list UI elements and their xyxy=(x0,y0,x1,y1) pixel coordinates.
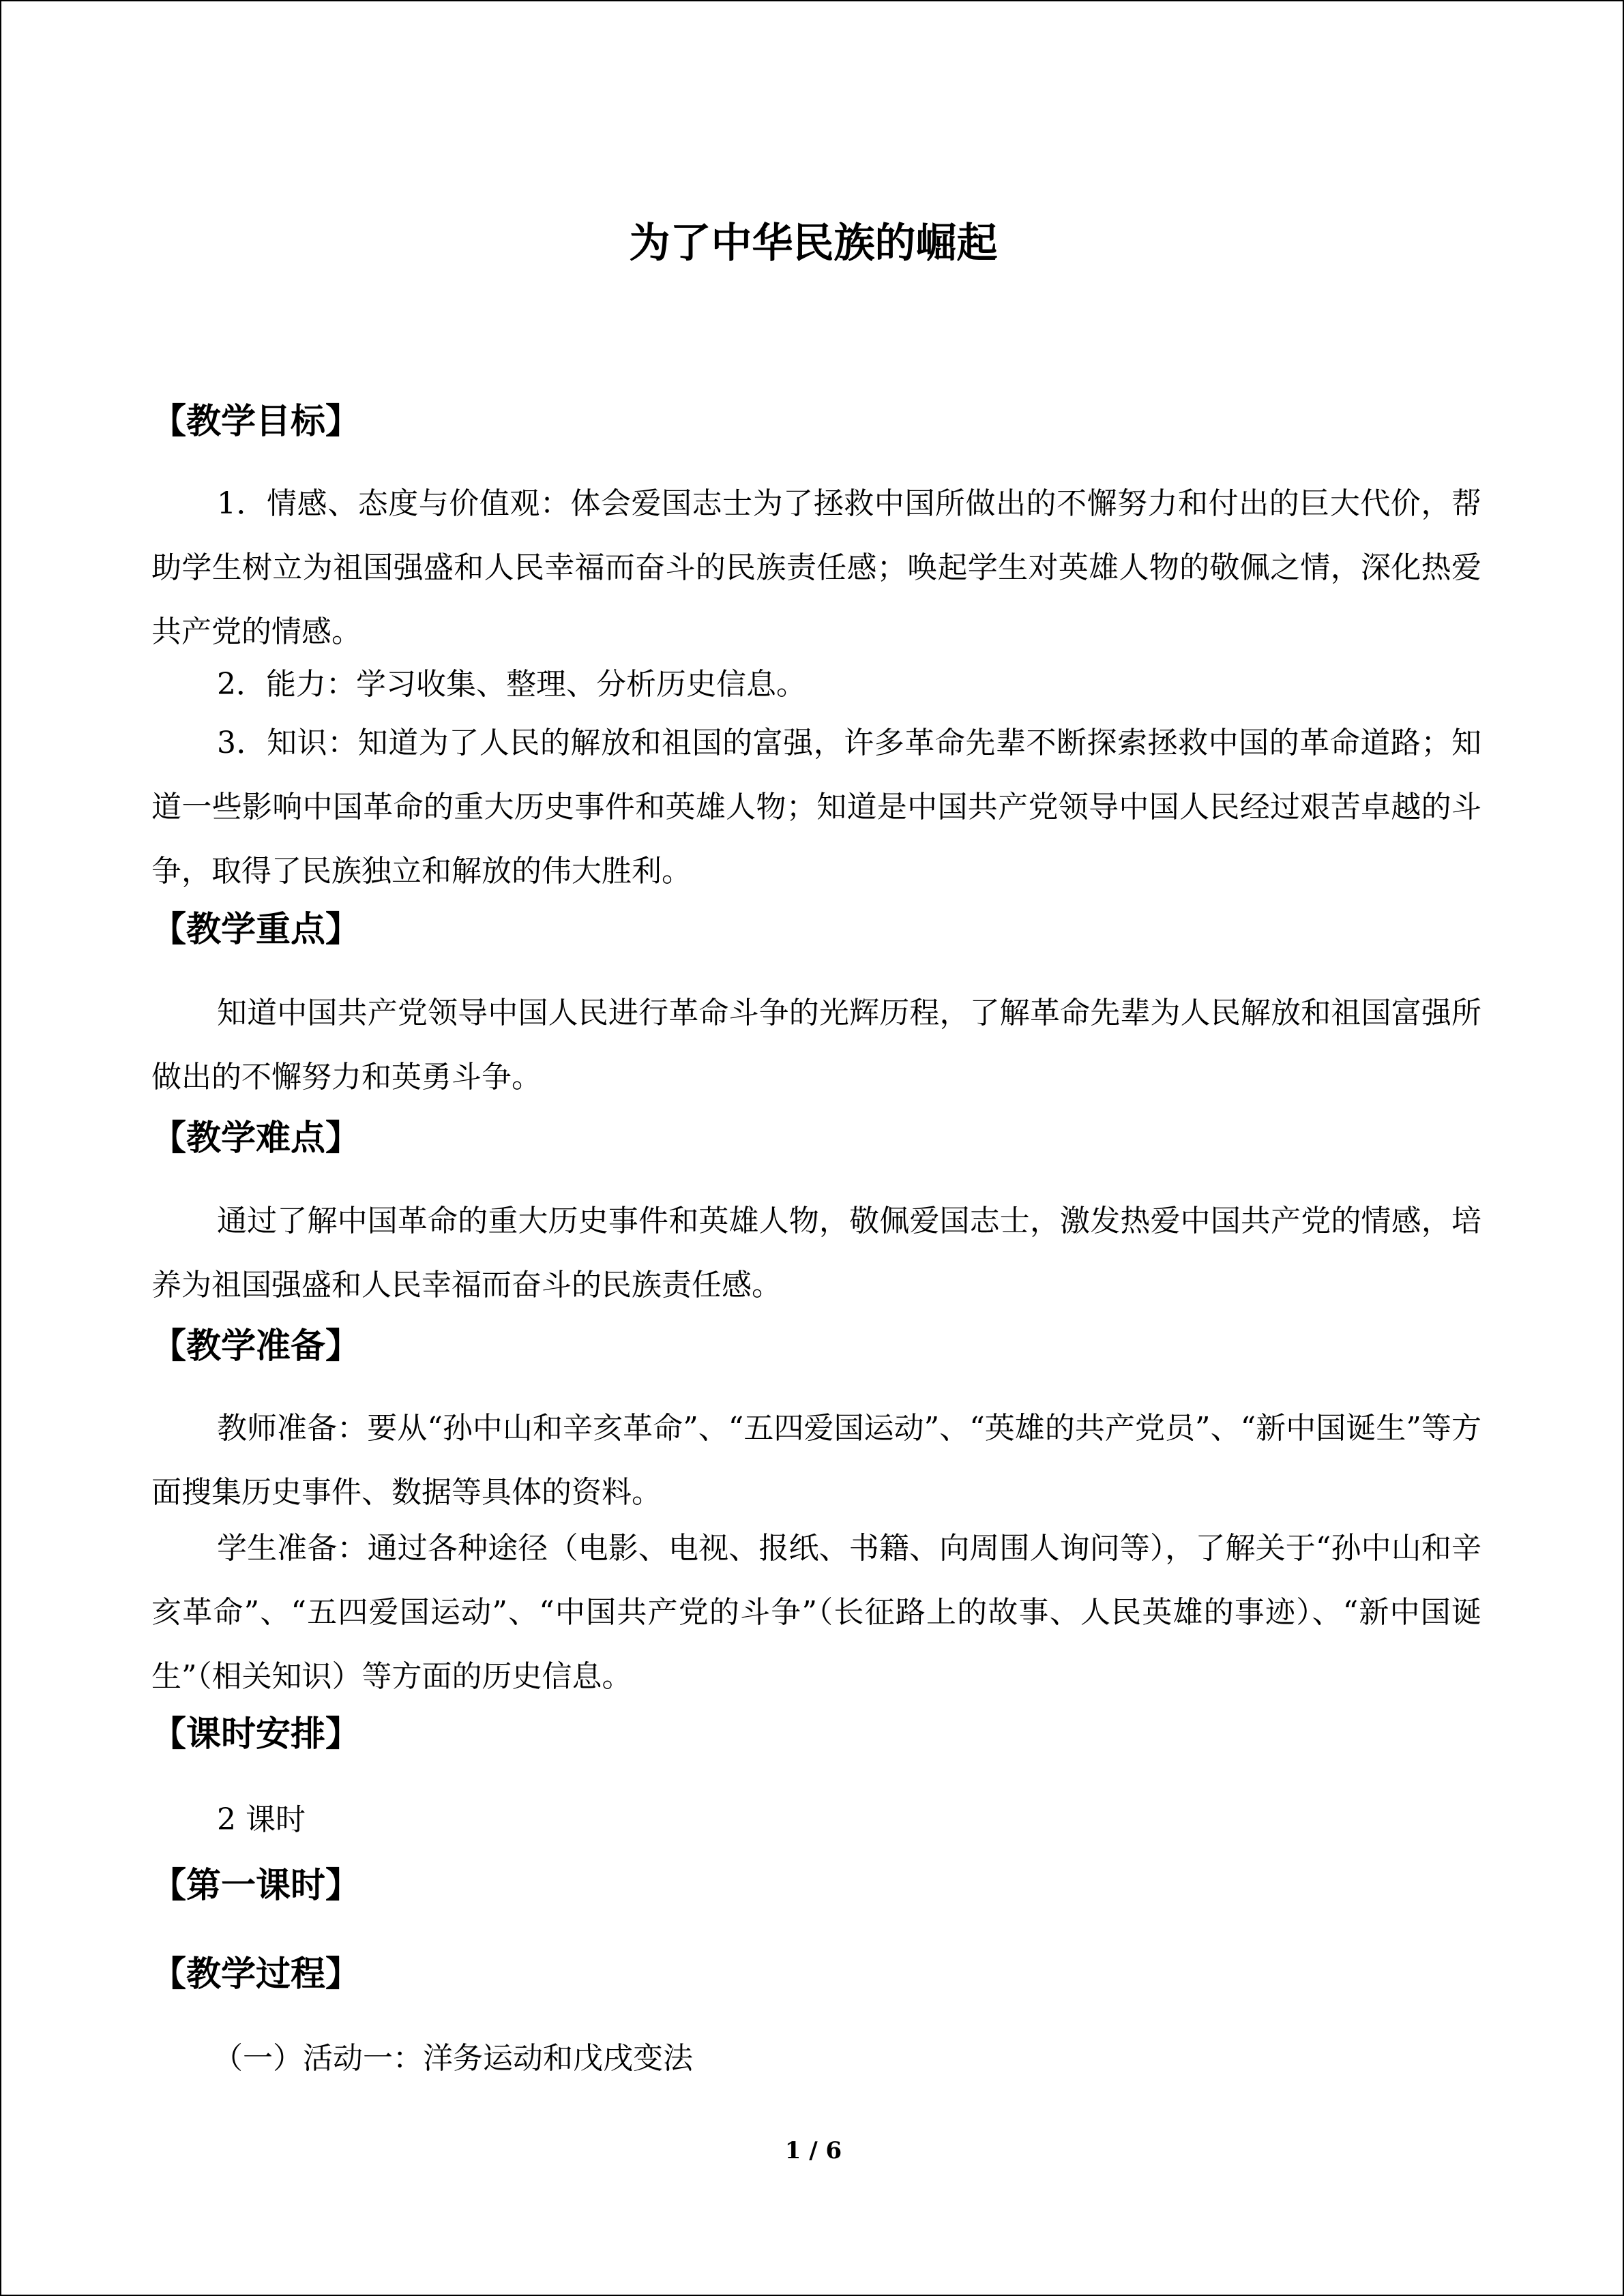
key-points-text: 知道中国共产党领导中国人民进行革命斗争的光辉历程，了解革命先辈为人民解放和祖国富强所做出的不懈努力和英勇斗争。 xyxy=(151,996,1481,1094)
activity-1: （一）活动一：洋务运动和戊戌变法 xyxy=(213,2041,693,2076)
heading-key-points: 【教学重点】 xyxy=(151,910,361,950)
heading-objectives: 【教学目标】 xyxy=(151,402,361,442)
objective-item-2: 2．能力：学习收集、整理、分析历史信息。 xyxy=(217,667,806,702)
heading-schedule: 【课时安排】 xyxy=(151,1714,361,1755)
teacher-preparation: 教师准备：要从“孙中山和辛亥革命”、“五四爱国运动”、“英雄的共产党员”、“新中国诞生”等方面搜集历史事件、数据等具体的资料。 xyxy=(151,1411,1481,1510)
schedule-text: 2 课时 xyxy=(217,1802,306,1837)
page-number: 1 / 6 xyxy=(784,2137,842,2164)
objective-item-3: 3．知识：知道为了人民的解放和祖国的富强，许多革命先辈不断探索拯救中国的革命道路；知道一些影响中国革命的重大历史事件和英雄人物；知道是中国共产党领导中国人民经过艰苦卓越的斗争，取得了民族独立和解放的伟大胜利。 xyxy=(151,726,1481,889)
heading-first-lesson: 【第一课时】 xyxy=(151,1866,361,1906)
difficulties-text: 通过了解中国革命的重大历史事件和英雄人物，敬佩爱国志士，激发热爱中国共产党的情感，培养为祖国强盛和人民幸福而奋斗的民族责任感。 xyxy=(151,1204,1481,1302)
heading-process: 【教学过程】 xyxy=(151,1954,361,1995)
heading-preparation: 【教学准备】 xyxy=(151,1326,361,1367)
student-preparation: 学生准备：通过各种途径（电影、电视、报纸、书籍、向周围人询问等），了解关于“孙中山和辛亥革命”、“五四爱国运动”、“中国共产党的斗争”（长征路上的故事、人民英雄的事迹）、“新中国诞生”（相关知识）等方面的历史信息。 xyxy=(151,1531,1481,1694)
heading-difficulties: 【教学难点】 xyxy=(151,1118,361,1159)
document-title: 为了中华民族的崛起 xyxy=(629,220,998,267)
objective-item-1: 1．情感、态度与价值观：体会爱国志士为了拯救中国所做出的不懈努力和付出的巨大代价，帮助学生树立为祖国强盛和人民幸福而奋斗的民族责任感；唤起学生对英雄人物的敬佩之情，深化热爱共产党的情感。 xyxy=(151,486,1481,649)
